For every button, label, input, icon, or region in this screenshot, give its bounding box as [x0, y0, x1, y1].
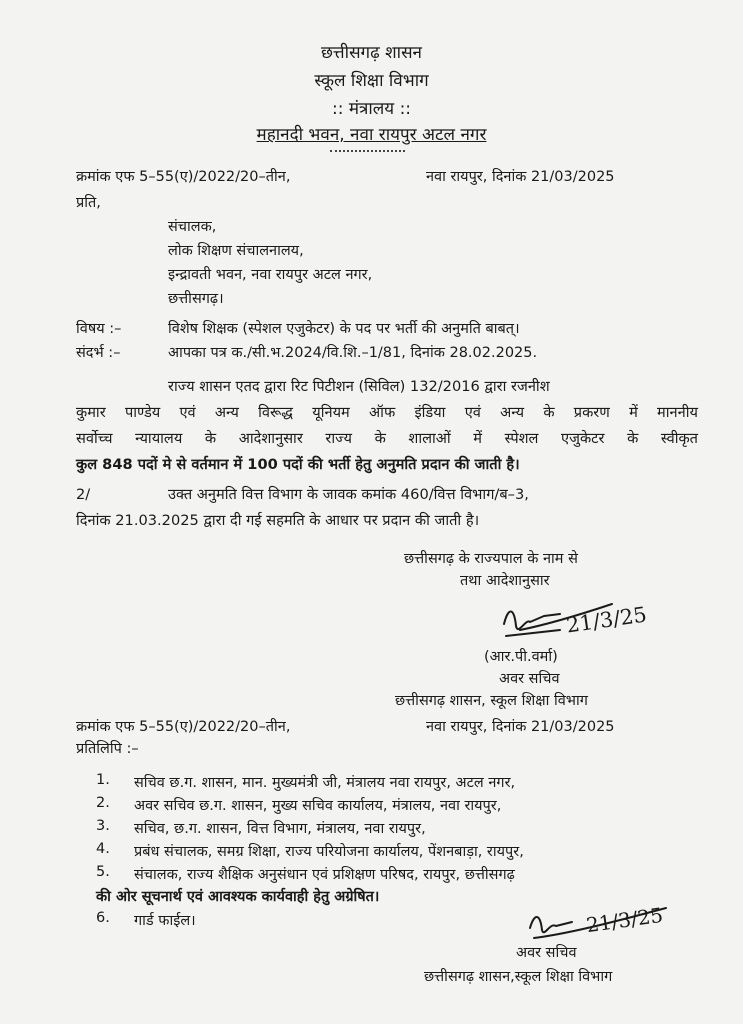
header-ministry: :: मंत्रालय :: — [331, 99, 412, 119]
copy-item-number: 4. — [96, 841, 110, 857]
header-government: छत्तीसगढ़ शासन — [321, 43, 422, 63]
body-line: सर्वोच्च न्यायालय के आदेशानुसार राज्य के शालाओं में स्पेशल एजुकेटर के स्वीकृत — [76, 430, 698, 447]
header-address: महानदी भवन, नवा रायपुर अटल नगर — [256, 125, 487, 145]
signatory-department: छत्तीसगढ़ शासन,स्कूल शिक्षा विभाग — [424, 969, 613, 985]
para2-number: 2/ — [76, 486, 91, 503]
copy-item-number: 5. — [96, 864, 110, 880]
copy-item-text: सचिव छ.ग. शासन, मान. मुख्यमंत्री जी, मंत्रालय नवा रायपुर, अटल नगर, — [134, 775, 516, 791]
copy-label: प्रतिलिपि :– — [76, 741, 139, 757]
copy-item-text: सचिव, छ.ग. शासन, वित्त विभाग, मंत्रालय, नवा रायपुर, — [134, 821, 426, 837]
body-line: राज्य शासन एतद द्वारा रिट पिटीशन (सिविल) 132/2016 द्वारा रजनीश — [168, 378, 550, 395]
subject-label: विषय :– — [76, 321, 122, 337]
copy-item-number: 1. — [96, 772, 110, 788]
signatory-designation: अवर सचिव — [516, 945, 577, 961]
copy-item-text: अवर सचिव छ.ग. शासन, मुख्य सचिव कार्यालय, मंत्रालय, नवा रायपुर, — [134, 798, 502, 814]
signatory-department: छत्तीसगढ़ शासन, स्कूल शिक्षा विभाग — [395, 693, 588, 709]
signature-date: 21/3/25 — [564, 602, 649, 638]
signatory-name: (आर.पी.वर्मा) — [484, 649, 558, 665]
authority-line: छत्तीसगढ़ के राज्यपाल के नाम से — [404, 551, 578, 567]
recipient-line: छत्तीसगढ़। — [168, 291, 224, 307]
recipient-line: संचालक, — [168, 219, 217, 235]
body-line: कुल 848 पदों मे से वर्तमान में 100 पदों की भर्ती हेतु अनुमति प्रदान की जाती है। — [76, 456, 520, 473]
copy-item-text: प्रबंध संचालक, समग्र शिक्षा, राज्य परियोजना कार्यालय, पेंशनबाड़ा, रायपुर, — [134, 844, 524, 860]
authority-line: तथा आदेशानुसार — [460, 573, 550, 589]
place-date: नवा रायपुर, दिनांक 21/03/2025 — [426, 169, 615, 185]
forward-note: की ओर सूचनार्थ एवं आवश्यक कार्यवाही हेतु अग्रेषित। — [96, 889, 380, 905]
copy-item-number: 3. — [96, 818, 110, 834]
copy-place-date: नवा रायपुर, दिनांक 21/03/2025 — [426, 719, 615, 735]
copy-order-number: क्रमांक एफ 5–55(ए)/2022/20–तीन, — [76, 719, 291, 735]
recipient-line: इन्द्रावती भवन, नवा रायपुर अटल नगर, — [168, 267, 373, 283]
copy-item-text: संचालक, राज्य शैक्षिक अनुसंधान एवं प्रशिक्षण परिषद, रायपुर, छत्तीसगढ़ — [134, 867, 515, 883]
signature-date: 21/3/25 — [584, 902, 665, 938]
reference-text: आपका पत्र क./सी.भ.2024/वि.शि.–1/81, दिनांक 28.02.2025. — [168, 345, 538, 361]
copy-item-number: 2. — [96, 795, 110, 811]
order-number: क्रमांक एफ 5–55(ए)/2022/20–तीन, — [76, 169, 291, 185]
signatory-designation: अवर सचिव — [499, 671, 560, 687]
header-divider — [330, 150, 405, 152]
copy-item-text: गार्ड फाईल। — [134, 913, 196, 929]
prati-label: प्रति, — [76, 195, 101, 211]
body-line: दिनांक 21.03.2025 द्वारा दी गई सहमति के आधार पर प्रदान की जाती है। — [76, 512, 480, 529]
body-line: उक्त अनुमति वित्त विभाग के जावक कमांक 460/वित्त विभाग/ब–3, — [168, 486, 529, 503]
recipient-line: लोक शिक्षण संचालनालय, — [168, 243, 304, 259]
reference-label: संदर्भ :– — [76, 345, 121, 361]
header-department: स्कूल शिक्षा विभाग — [314, 71, 429, 91]
body-line: कुमार पाण्डेय एवं अन्य विरूद्ध यूनियम ऑफ इंडिया एवं अन्य के प्रकरण में माननीय — [76, 404, 698, 421]
copy-item-number: 6. — [96, 910, 110, 926]
subject-text: विशेष शिक्षक (स्पेशल एजुकेटर) के पद पर भर्ती की अनुमति बाबत्। — [168, 321, 520, 337]
